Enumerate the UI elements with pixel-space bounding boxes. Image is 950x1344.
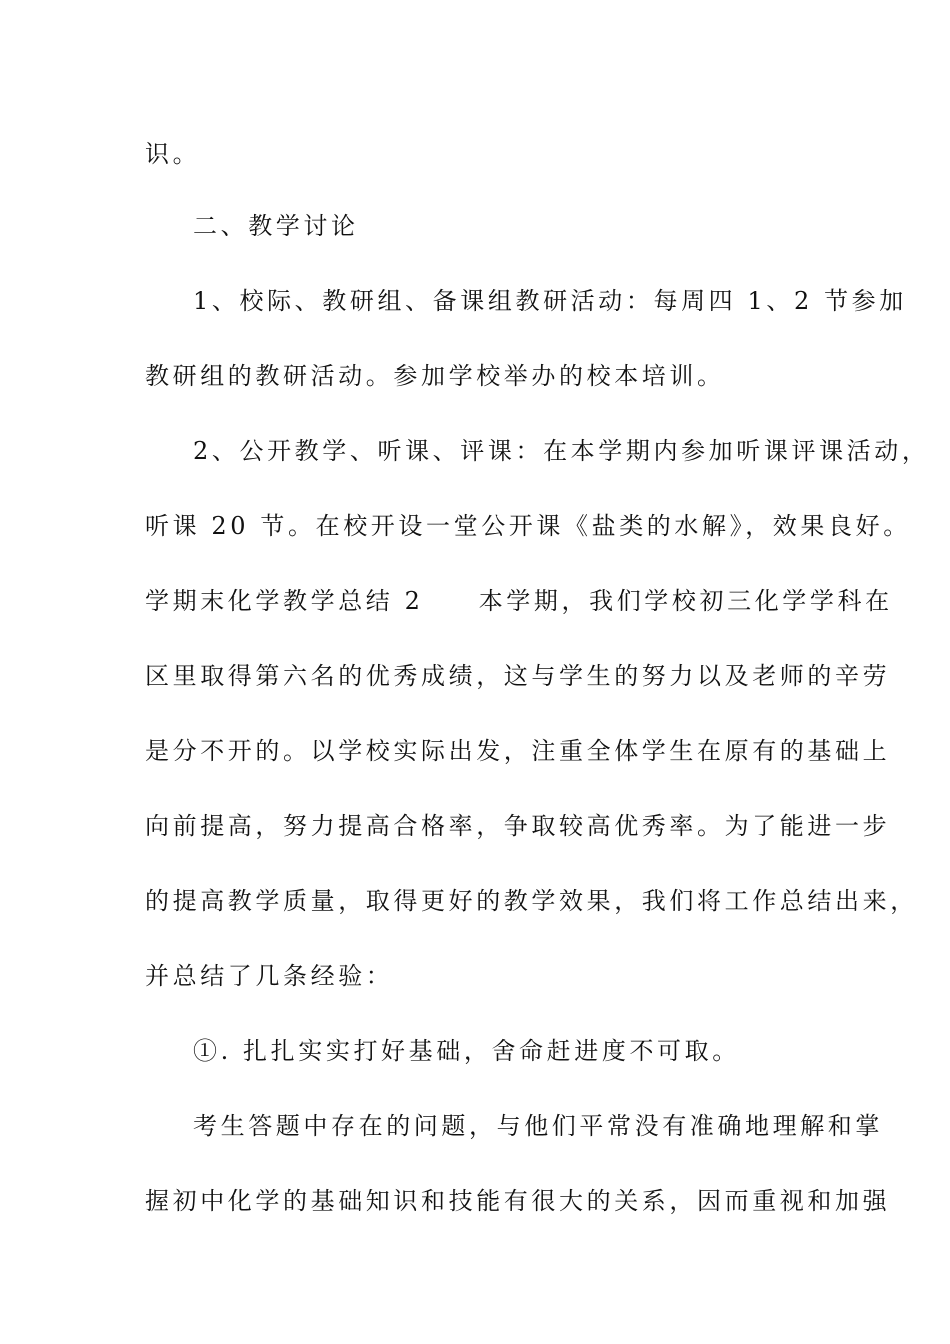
text-line: 听课 20 节。在校开设一堂公开课《盐类的水解》，效果良好。 bbox=[145, 512, 911, 540]
text-line: 的提高教学质量，取得更好的教学效果，我们将工作总结出来， bbox=[145, 887, 918, 915]
text-line: 向前提高，努力提高合格率，争取较高优秀率。为了能进一步 bbox=[145, 812, 891, 840]
text-line: 握初中化学的基础知识和技能有很大的关系，因而重视和加强 bbox=[145, 1187, 891, 1215]
text-line: 2、公开教学、听课、评课：在本学期内参加听课评课活动， bbox=[193, 437, 930, 465]
text-line: 教研组的教研活动。参加学校举办的校本培训。 bbox=[145, 362, 725, 390]
text-line: 学期末化学教学总结 2 本学期，我们学校初三化学学科在 bbox=[145, 587, 893, 615]
text-line: 考生答题中存在的问题，与他们平常没有准确地理解和掌 bbox=[193, 1112, 883, 1140]
text-line: 区里取得第六名的优秀成绩，这与学生的努力以及老师的辛劳 bbox=[145, 662, 891, 690]
text-line: 并总结了几条经验： bbox=[145, 962, 394, 990]
section-heading: 二、教学讨论 bbox=[193, 212, 359, 240]
text-line: ①. 扎扎实实打好基础，舍命赶进度不可取。 bbox=[193, 1037, 740, 1065]
text-line: 1、校际、教研组、备课组教研活动：每周四 1、2 节参加 bbox=[193, 287, 907, 315]
text-line: 识。 bbox=[145, 140, 201, 168]
text-line: 是分不开的。以学校实际出发，注重全体学生在原有的基础上 bbox=[145, 737, 891, 765]
